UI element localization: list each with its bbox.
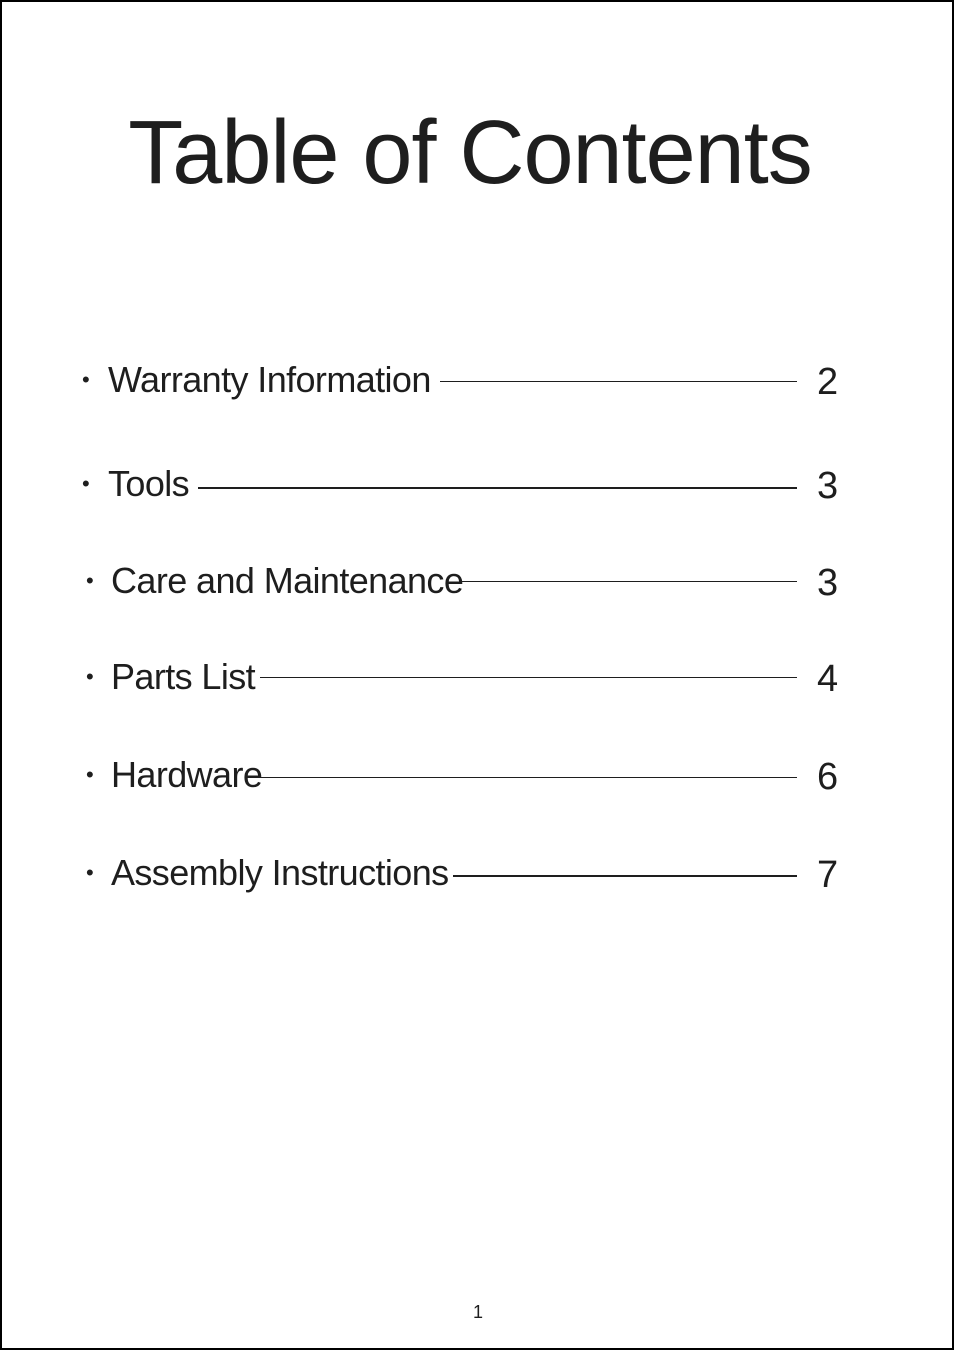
toc-entry-page-number: 6 — [817, 756, 839, 798]
leader-line — [461, 581, 797, 582]
toc-entry-label: Assembly Instructions — [111, 852, 449, 893]
leader-line — [260, 677, 797, 678]
toc-entry-page-number: 4 — [817, 658, 839, 700]
leader-line — [260, 777, 797, 778]
footer-page-number: 1 — [472, 1302, 483, 1322]
leader-line — [440, 381, 797, 382]
bullet-icon: • — [86, 860, 94, 885]
toc-entry-tools[interactable] — [2, 459, 954, 509]
toc-entry-label: Parts List — [111, 656, 256, 697]
bullet-icon: • — [86, 568, 94, 593]
bullet-icon: • — [86, 762, 94, 787]
leader-line — [453, 875, 797, 877]
bullet-icon: • — [82, 471, 90, 496]
toc-entry-page-number: 3 — [817, 465, 839, 507]
bullet-icon: • — [86, 664, 94, 689]
toc-entry-label: Hardware — [111, 754, 263, 795]
toc-entry-label: Warranty Information — [108, 359, 431, 400]
toc-entry-parts-list[interactable] — [2, 652, 954, 702]
page-title: Table of Contents — [128, 103, 812, 203]
toc-entry-page-number: 3 — [817, 562, 839, 604]
toc-entry-care-and-maintenance[interactable] — [2, 556, 954, 606]
leader-line — [198, 487, 797, 489]
toc-entry-page-number: 7 — [817, 854, 839, 896]
toc-entry-assembly-instructions[interactable] — [2, 848, 954, 898]
toc-entry-label: Tools — [108, 463, 190, 504]
bullet-icon: • — [82, 367, 90, 392]
toc-entry-warranty-information[interactable] — [2, 355, 954, 405]
toc-entry-label: Care and Maintenance — [111, 560, 464, 601]
toc-entry-page-number: 2 — [817, 361, 839, 403]
toc-entry-hardware[interactable] — [2, 750, 954, 800]
